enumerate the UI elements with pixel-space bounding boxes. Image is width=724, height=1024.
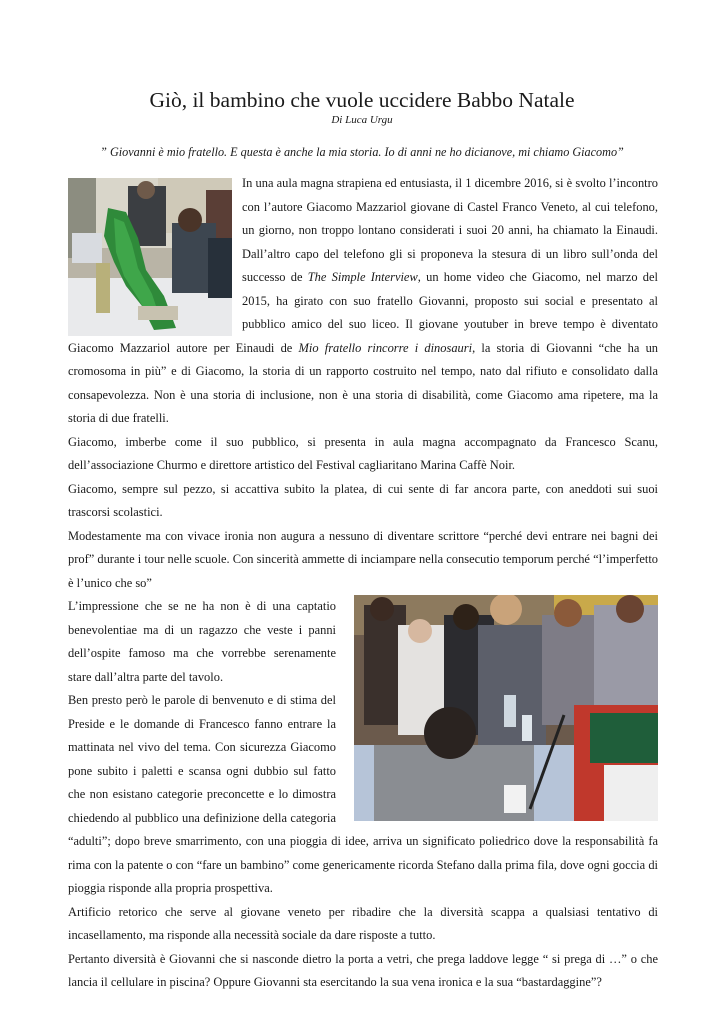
paragraph-5: L’impressione che se ne ha non è di una captatio benevolentiae ma di un ragazzo che veste i panni dell’ospite famoso ma che vorrebbe serenamente stare dall’altra parte del tavolo. <box>68 599 336 684</box>
paragraph-6: Ben presto però le parole di benvenuto e di stima del Preside e le domande di Francesco fanno entrare la mattinata nel vivo del tema. Con sicurezza Giacomo pone subito i paletti e scansa ogni dubbio sul fatto che non esistano categorie preconcette e lo dimostra chiedendo al pubblico una definizione della categoria “adulti”; dopo breve smarrimento, con una pioggia di idee, arriva un significato poliedrico dove la responsabilità fa rima con la patente o con “fare un bambino” come genericamente ricorda Stefano dalla prima fila, dove ogni goccia di pioggia risponde alla propria prospettiva. <box>68 693 658 895</box>
photo-students-autographs <box>354 595 658 821</box>
paragraph-4: Modestamente ma con vivace ironia non augura a nessuno di diventare scrittore “perché devi entrare nei bagni dei prof” durante i tour nelle scuole. Con sincerità ammette di inciampare nella consecutio temporum perché “l’imperfetto è l’unico che so” <box>68 528 658 590</box>
book-title-mio-fratello: Mio fratello rincorre i dinosauri <box>298 340 473 355</box>
paragraph-8: Pertanto diversità è Giovanni che si nasconde dietro la porta a vetri, che prega laddove legge “ si prega di …” o che lancia il cellulare in piscina? Oppure Giovanni sta esercitando la sua vena ironica e la sua “bastardaggine”? <box>68 951 658 989</box>
paragraph-1: In una aula magna strapiena ed entusiasta, il 1 dicembre 2016, si è svolto l’incontro con l’autore Giacomo Mazzariol giovane di Castel Franco Veneto, al cui telefono, un giorno, non troppo lontano considerati i suoi 20 anni, ha chiamato la Einaudi. Dall’altro capo del telefono gli si proponeva la stesura di un libro sull’onda del successo de The Simple Interview, un home video che Giacomo, nel marzo del 2015, ha girato con suo fratello Giovanni, proposto sui social e presentato al pubblico amico del suo liceo. Il giovane youtuber in breve tempo è diventato Giacomo Mazzariol autore per Einaudi de Mio fratello rincorre i dinosauri, la storia di Giovanni “che ha un cromosoma in più” e di Giacomo, la storia di un rapporto costruito nel tempo, nato dal rifiuto e consolidato dalla consapevolezza. Non è una storia di inclusione, non è una storia di disabilità, come Giacomo ama ripetere, ma la storia di due fratelli. <box>68 176 659 425</box>
paragraph-2: Giacomo, imberbe come il suo pubblico, si presenta in aula magna accompagnato da Francesco Scanu, dell’associazione Churmo e direttore artistico del Festival cagliaritano Marina Caffè Noir. <box>68 434 658 472</box>
article-title: Giò, il bambino che vuole uccidere Babbo Natale <box>149 88 575 112</box>
paragraph-3: Giacomo, sempre sul pezzo, si accattiva subito la platea, di cui sente di far ancora parte, con aneddoti sui suoi trascorsi scolastici. <box>68 481 658 519</box>
article-quote: ” Giovanni è mio fratello. E questa è anche la mia storia. Io di anni ne ho dicianove, mi chiamo Giacomo” <box>100 145 624 159</box>
paragraph-7: Artificio retorico che serve al giovane veneto per ribadire che la diversità scappa a qualsiasi tentativo di incasellamento, ma risponde alla necessità sociale da dare risposte a tutto. <box>68 904 658 942</box>
photo-author-signing <box>68 178 232 336</box>
article-body <box>68 172 658 995</box>
article-byline: Di Luca Urgu <box>331 114 393 126</box>
book-title-simple-interview: The Simple Interview <box>307 270 418 284</box>
